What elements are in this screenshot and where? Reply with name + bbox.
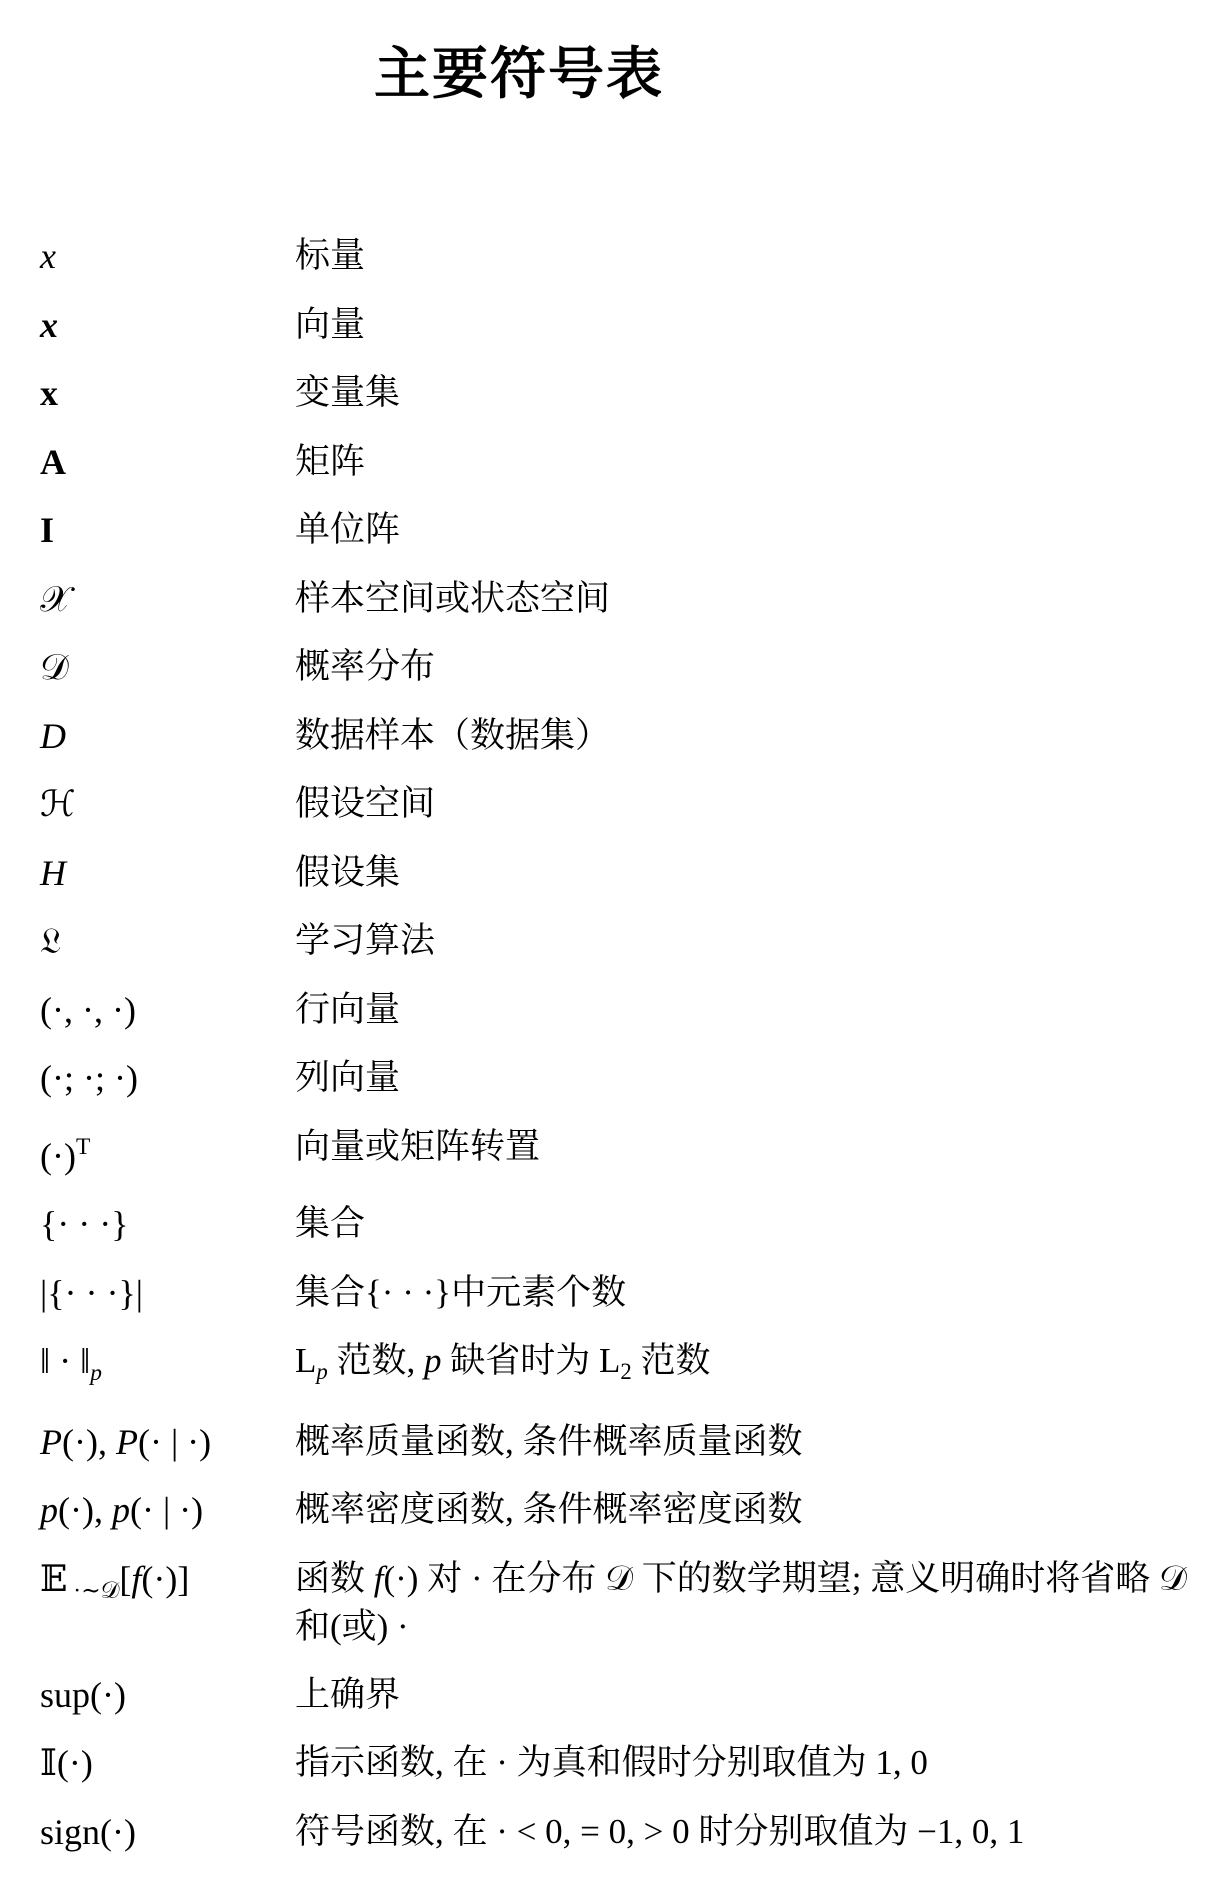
description-cell [295, 222, 1210, 291]
description-cell-text: 函数 [295, 1558, 374, 1598]
symbol-cell [40, 428, 295, 497]
symbol-row [40, 633, 1210, 702]
symbol-cell [40, 907, 295, 976]
symbol-cell-text: x [40, 236, 56, 276]
symbol-cell-text: (· | ·) [137, 1421, 212, 1462]
symbol-cell [40, 1044, 295, 1113]
symbol-cell-text: sign(·) [40, 1811, 136, 1852]
description-cell [295, 1044, 1210, 1113]
symbol-cell-text: 𝒟 [40, 647, 69, 687]
description-cell-text: 学习算法 [295, 921, 436, 960]
description-cell-text: 向量 [295, 304, 366, 344]
description-cell-text: 样本空间或状态空间 [295, 578, 611, 618]
description-cell-text: 概率质量函数, 条件概率质量函数 [295, 1421, 803, 1461]
description-cell [295, 770, 1210, 839]
symbol-cell-text: p [40, 1490, 58, 1531]
description-cell-text: 概率分布 [295, 647, 436, 686]
description-cell [295, 1327, 1210, 1406]
description-cell-text: 列向量 [295, 1058, 401, 1097]
description-cell-text: 2 [620, 1358, 632, 1384]
description-cell-text: 缺省时为 L [441, 1341, 621, 1381]
symbol-cell [40, 1729, 295, 1798]
symbol-cell [40, 359, 295, 428]
symbol-row [40, 1729, 1210, 1798]
description-cell-text: 概率密度函数, 条件概率密度函数 [295, 1490, 803, 1530]
symbol-cell-text: ·∼𝒟 [67, 1577, 120, 1604]
description-cell-text: 行向量 [295, 989, 401, 1029]
description-cell [295, 633, 1210, 702]
symbol-row [40, 770, 1210, 839]
description-cell-text: 矩阵 [295, 441, 366, 481]
symbol-cell [40, 1545, 295, 1626]
symbol-cell-text: P [40, 1421, 62, 1462]
page-title: 主要符号表 [374, 42, 664, 107]
symbol-cell [40, 702, 295, 771]
description-cell-text: 假设集 [295, 852, 401, 892]
symbol-cell-text: 𝕀(·) [40, 1743, 93, 1784]
symbol-cell-text: 𝒳 [40, 578, 71, 619]
symbol-cell [40, 496, 295, 565]
symbol-cell [40, 1798, 295, 1867]
symbol-cell-text: (·), [58, 1490, 112, 1531]
description-cell-text: 集合 [295, 1204, 366, 1244]
symbol-cell-text: 𝔼 [40, 1558, 68, 1599]
symbol-row [40, 976, 1210, 1045]
symbol-cell-text: f [131, 1558, 142, 1599]
description-cell-text: 变量集 [295, 373, 401, 412]
symbol-cell [40, 1327, 295, 1408]
symbol-cell [40, 1476, 295, 1545]
symbol-cell-text: D [40, 715, 66, 756]
description-cell [295, 976, 1210, 1045]
description-cell-text: f [373, 1558, 384, 1598]
symbol-cell [40, 976, 295, 1045]
symbol-row [40, 1545, 1210, 1661]
description-cell [295, 565, 1210, 634]
description-cell [295, 1729, 1210, 1798]
symbol-cell-text: (·)] [141, 1558, 190, 1599]
symbol-cell-text: I [40, 510, 55, 550]
symbol-cell [40, 1190, 295, 1259]
symbol-cell-text: T [75, 1133, 91, 1160]
description-cell [295, 428, 1210, 497]
description-cell-text: 向量或矩阵转置 [295, 1126, 541, 1166]
symbol-cell-text: P [115, 1421, 138, 1462]
description-cell [295, 1113, 1210, 1182]
symbol-cell-text: [ [119, 1558, 132, 1599]
symbol-cell-text: 𝔏 [40, 921, 62, 961]
symbol-cell-text: ‖ · ‖ [40, 1341, 91, 1382]
symbol-cell-text: p [111, 1490, 130, 1531]
description-cell [295, 291, 1210, 360]
description-cell-text: 指示函数, 在 · 为真和假时分别取值为 1, 0 [295, 1743, 928, 1783]
symbol-cell [40, 1113, 295, 1191]
symbol-row [40, 1259, 1210, 1328]
symbol-row [40, 1476, 1210, 1545]
description-cell-text: 范数, [327, 1341, 425, 1381]
symbol-cell-text: (·; ·; ·) [40, 1058, 138, 1098]
symbol-cell-text: x [40, 373, 58, 413]
description-cell-text: (·) 对 · 在分布 𝒟 下的数学期望; 意义明确时将省略 𝒟 和(或) · [295, 1558, 1187, 1646]
description-cell-text: 假设空间 [295, 784, 436, 823]
description-cell-text: 上确界 [295, 1674, 401, 1714]
symbol-cell [40, 1408, 295, 1477]
symbol-row [40, 222, 1210, 291]
description-cell-text: p [424, 1341, 442, 1381]
symbol-cell [40, 1661, 295, 1730]
symbol-row [40, 565, 1210, 634]
symbol-row [40, 496, 1210, 565]
symbol-cell-text: (·, ·, ·) [40, 989, 136, 1030]
symbol-row [40, 1661, 1210, 1730]
symbol-cell-text: ℋ [40, 784, 76, 824]
description-cell [295, 1798, 1210, 1867]
description-cell-text: 集合{· · ·}中元素个数 [295, 1272, 627, 1312]
symbol-row [40, 1044, 1210, 1113]
description-cell-text: L [295, 1341, 317, 1381]
symbol-cell [40, 839, 295, 908]
description-cell-text: 单位阵 [295, 510, 401, 549]
symbol-cell [40, 633, 295, 702]
symbol-row [40, 1327, 1210, 1408]
symbol-cell-text: x [40, 304, 58, 345]
description-cell-text: 标量 [295, 236, 366, 275]
symbol-cell-text: |{· · ·}| [40, 1272, 143, 1313]
symbol-cell-text: {· · ·} [40, 1204, 129, 1245]
description-cell-text: 范数 [631, 1341, 711, 1381]
symbol-cell-text: p [90, 1360, 102, 1387]
symbol-cell-text: (·), [62, 1421, 116, 1462]
symbol-cell-text: A [40, 441, 66, 482]
symbol-cell-text: sup(·) [40, 1674, 126, 1715]
symbol-row [40, 702, 1210, 771]
symbol-cell [40, 222, 295, 291]
symbol-cell [40, 565, 295, 634]
description-cell [295, 1190, 1210, 1259]
description-cell [295, 1476, 1210, 1545]
symbol-cell-text: (·) [40, 1135, 76, 1176]
description-cell-text: 数据样本（数据集） [295, 715, 611, 755]
symbol-row [40, 1408, 1210, 1477]
symbol-row [40, 428, 1210, 497]
description-cell [295, 359, 1210, 428]
symbol-cell [40, 291, 295, 360]
description-cell [295, 702, 1210, 771]
description-cell [295, 839, 1210, 908]
description-cell [295, 1661, 1210, 1730]
symbol-row [40, 1798, 1210, 1867]
symbol-cell-text: (· | ·) [129, 1490, 204, 1531]
symbol-table [40, 222, 1210, 1866]
description-cell [295, 496, 1210, 565]
description-cell [295, 907, 1210, 976]
symbol-cell-text: H [40, 852, 66, 893]
description-cell-text: p [316, 1358, 328, 1384]
symbol-row [40, 1190, 1210, 1259]
description-cell [295, 1408, 1210, 1477]
symbol-cell [40, 770, 295, 839]
symbol-row [40, 291, 1210, 360]
symbol-cell [40, 1259, 295, 1328]
symbol-row [40, 1113, 1210, 1191]
symbol-row [40, 907, 1210, 976]
description-cell [295, 1545, 1210, 1661]
symbol-row [40, 839, 1210, 908]
symbol-row [40, 359, 1210, 428]
description-cell [295, 1259, 1210, 1328]
description-cell-text: 符号函数, 在 · < 0, = 0, > 0 时分别取值为 −1, 0, 1 [295, 1811, 1025, 1851]
